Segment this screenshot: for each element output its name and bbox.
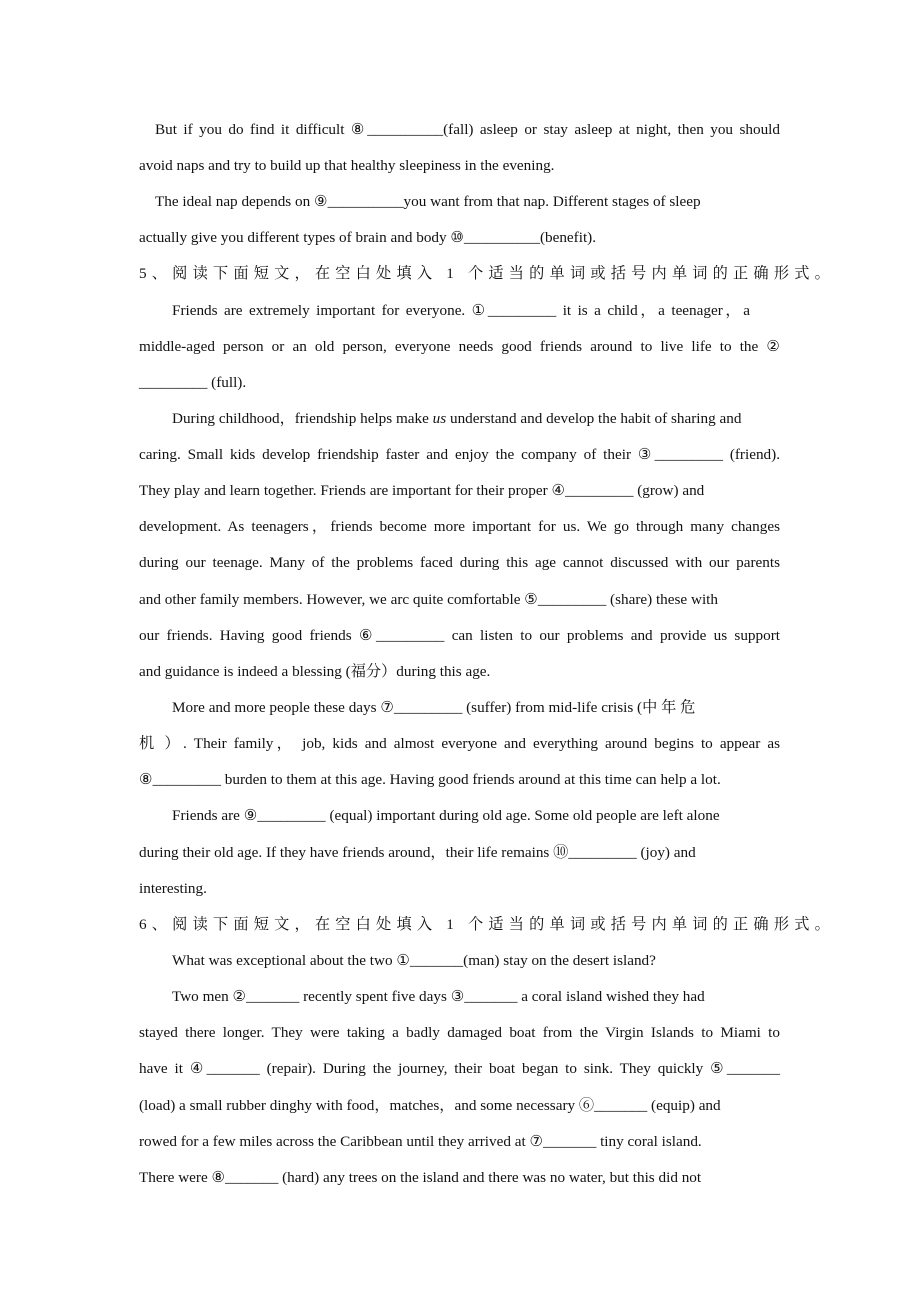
paragraph-line bbox=[172, 409, 741, 429]
section-6-heading: 6、阅读下面短文，在空白处填入 1 个适当的单词或括号内单词的正确形式。 bbox=[139, 916, 835, 933]
paragraph-line: They play and learn together. Friends are important for their proper ④_________ (grow) and bbox=[139, 482, 705, 499]
paragraph-line: 机 ）. Their family， job, kids and almost everyone and everything around begins to appear as bbox=[139, 735, 780, 752]
text: During childhood，friendship helps make bbox=[172, 410, 433, 427]
paragraph-line: Friends are extremely important for everyone. ①_________ it is a child，a teenager，a bbox=[172, 302, 750, 319]
section-5-heading: 5、阅读下面短文，在空白处填入 1 个适当的单词或括号内单词的正确形式。 bbox=[139, 265, 835, 282]
paragraph-line: middle-aged person or an old person, everyone needs good friends around to live life to the ② bbox=[139, 338, 780, 355]
paragraph-line: avoid naps and try to build up that healthy sleepiness in the evening. bbox=[139, 157, 555, 174]
paragraph-line: rowed for a few miles across the Caribbean until they arrived at ⑦_______ tiny coral island. bbox=[139, 1133, 702, 1150]
paragraph-line: Two men ②_______ recently spent five days ③_______ a coral island wished they had bbox=[172, 988, 705, 1005]
paragraph-line: have it ④_______ (repair). During the journey, their boat began to sink. They quickly ⑤_______ bbox=[139, 1060, 780, 1077]
paragraph-line: caring. Small kids develop friendship faster and enjoy the company of their ③_________ (friend). bbox=[139, 446, 780, 463]
paragraph-line: actually give you different types of brain and body ⑩__________(benefit). bbox=[139, 229, 597, 246]
paragraph-line: stayed there longer. They were taking a badly damaged boat from the Virgin Islands to Miami to bbox=[139, 1024, 780, 1041]
italic-word: us bbox=[432, 410, 447, 427]
paragraph-line: interesting. bbox=[139, 880, 207, 897]
paragraph-line: development. As teenagers，friends become more important for us. We go through many changes bbox=[139, 518, 780, 535]
paragraph-line: But if you do find it difficult ⑧__________(fall) asleep or stay asleep at night, then you should bbox=[155, 121, 780, 138]
text: understand and develop the habit of sharing and bbox=[446, 410, 742, 427]
paragraph-line: What was exceptional about the two ①_______(man) stay on the desert island? bbox=[172, 952, 656, 969]
paragraph-line: (load) a small rubber dinghy with food，matches，and some necessary ⑥_______ (equip) and bbox=[139, 1097, 721, 1114]
paragraph-line: The ideal nap depends on ⑨__________you want from that nap. Different stages of sleep bbox=[155, 193, 701, 210]
paragraph-line: and guidance is indeed a blessing (福分）during this age. bbox=[139, 663, 491, 680]
paragraph-line: during our teenage. Many of the problems faced during this age cannot discussed with our parents bbox=[139, 554, 780, 571]
paragraph-line: Friends are ⑨_________ (equal) important during old age. Some old people are left alone bbox=[172, 807, 720, 824]
paragraph-line: There were ⑧_______ (hard) any trees on the island and there was no water, but this did not bbox=[139, 1169, 702, 1186]
paragraph-line: More and more people these days ⑦_________ (suffer) from mid-life crisis (中 年 危 bbox=[172, 699, 696, 716]
paragraph-line: during their old age. If they have friends around，their life remains ⑩_________ (joy) and bbox=[139, 844, 696, 861]
paragraph-line: ⑧_________ burden to them at this age. Having good friends around at this time can help a lot. bbox=[139, 771, 721, 788]
paragraph-line: and other family members. However, we arc quite comfortable ⑤_________ (share) these with bbox=[139, 591, 718, 608]
paragraph-line: _________ (full). bbox=[139, 374, 247, 391]
paragraph-line: our friends. Having good friends ⑥_________ can listen to our problems and provide us support bbox=[139, 627, 780, 644]
